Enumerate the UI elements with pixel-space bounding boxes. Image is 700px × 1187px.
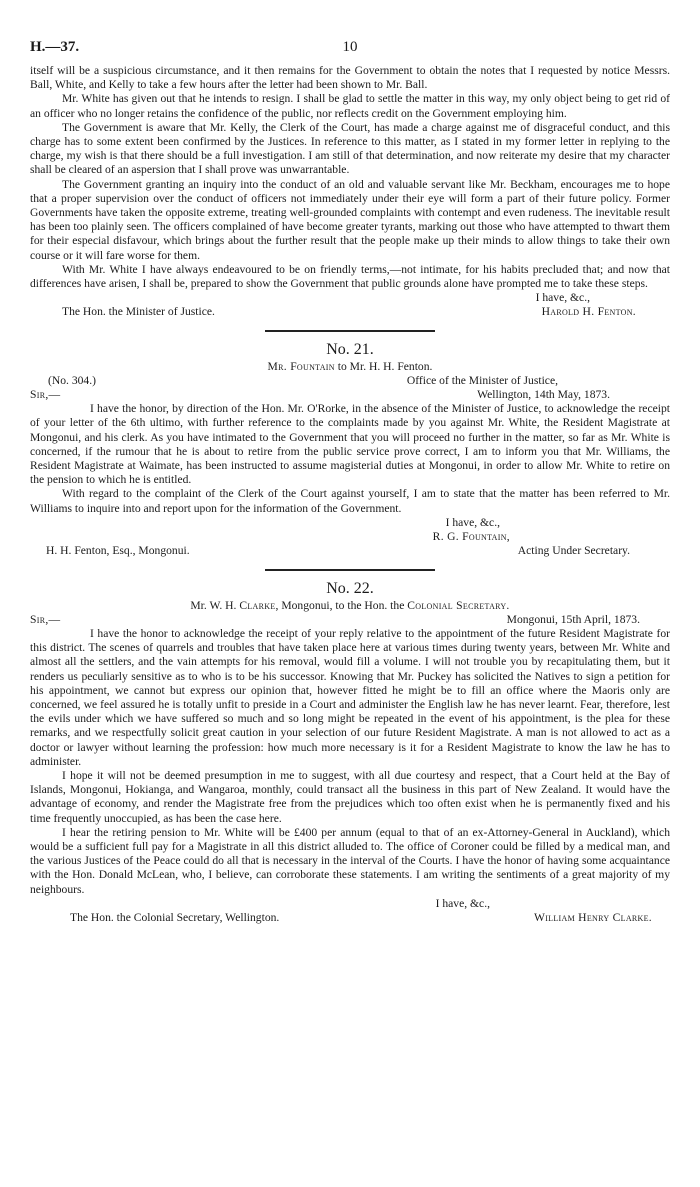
paragraph: With Mr. White I have always endeavoured to be on friendly terms,—not intimate, for his habits precluded that; and now that differences have arisen, I shall be, prepared to show the Government that public grounds alone have prompted me to take these steps. [30,262,670,291]
section-divider [265,330,435,332]
document-reference: H.—37. [30,39,80,55]
paragraph: I have the honor, by direction of the Hon. Mr. O'Rorke, in the absence of the Minister of Justice, to acknowledge the receipt of your letter of the 6th ultimo, with further reference to the complaints made by you against Mr. White, the Resident Magistrate at Mongonui, and his clerk. As you have intimated to the Government that you will proceed no further in the matter, so far as Mr. White is concerned, if the rumour that he is about to retire from the public service prove correct, I am to inform you that Mr. Williams, the Resident Magistrate at Waimate, has been instructed to assume magisterial duties at Mongonui, in order to allow Mr. White to retire on the pension to which he is entitled. [30,402,670,487]
page-number: 10 [342,39,358,55]
sign-off-row [30,911,670,925]
sign-off-row [30,544,670,558]
place-date: Wellington, 14th May, 1873. [477,388,610,402]
section-title: No. 22. [326,579,374,597]
section-subtitle [30,360,670,374]
section-title: No. 21. [326,340,374,358]
paragraph: Mr. White has given out that he intends to resign. I shall be glad to settle the matter in this way, my only object being to get rid of an officer who no longer retains the confidence of the public, nor reflects credit on the Government employing him. [30,92,670,120]
page-header [30,40,670,64]
letter-reference: (No. 304.) [48,373,96,387]
salutation-row [30,613,670,627]
closing: I have, &c., [435,896,490,910]
addressee: H. H. Fenton, Esq., Mongonui. [46,544,190,558]
signature: William Henry Clarke. [533,910,652,924]
sender-name: Mr. Fountain [267,359,335,373]
signature: R. G. Fountain, [432,530,510,544]
section-subtitle: Mr. W. H. Clarke, Mongonui, to the Hon. the Colonial Secretary. [190,598,510,612]
paragraph: The Government is aware that Mr. Kelly, the Clerk of the Court, has made a charge against me of disgraceful conduct, and this charge has to some extent been confirmed by the Justices. In reference to this matter, as I stated in my former letter in replying to the charge, my wish is that there should be a full investigation. I am still of that determination, and now reiterate my desire that my character shall be cleared of an aspersion that I shall prove was unwarrantable. [30,120,670,177]
reference-row [30,374,670,388]
signature: Harold H. Fenton. [541,305,636,319]
paragraph: The Government granting an inquiry into the conduct of an old and valuable servant like Mr. Beckham, encourages me to hope that a proper supervision over the conduct of officers not immediately under their eye will form a part of their future policy. Former Governments have taken the opposite extreme, treating well-grounded complaints with contempt and even rudeness. The inevitable result has been too plainly seen. The officers complained of have become greater tyrants, marking out those who have attempted to thwart them for their especial disfavour, which brings about the further result that the people make up their minds to allow things to take their own course or it will fare worse for them. [30,177,670,262]
sign-off-row [30,305,670,319]
signature-title: Acting Under Secretary. [517,544,630,558]
letter-no-21 [30,340,670,559]
paragraph: I have the honor to acknowledge the receipt of your reply relative to the appointment of the future Resident Magistrate for this district. The scenes of quarrels and troubles that have taken place here at various times during twenty years, between Mr. White and almost all the settlers, and the vain attempts for his removal, would fill a volume. I will not trouble you by recapitulating them, but it renders us peculiarly sensitive as to who is to be his successor. Knowing that Mr. Puckey has solicited the Natives to sign a petition for his appointment, we cannot but express our opinion that, however fitted he might be to fill an office where the Maoris only are concerned, we feel assured he is totally unfit to preside in a Court and administer the English law he has never learnt. Fear, therefore, lest the evils under which we have suffered so much and so long might be repeated in the event of his appointment, is the plea for these remarks, and we respectfully solicit great caution in your selection of our future Resident Magistrate. A man is not allowed to act as a doctor or lawyer without learning the profession: how much more necessary is it for a Resident Magistrate to know the law he has to administer. [30,626,670,768]
closing: I have, &c., [445,515,500,529]
paragraph: With regard to the complaint of the Clerk of the Court against yourself, I am to state that the matter has been referred to Mr. Williams to inquire into and report upon for the information of the Government. [30,487,670,515]
recipient-text: to Mr. H. H. Fenton. [334,359,433,373]
closing: I have, &c., [535,291,590,305]
addressee: The Hon. the Colonial Secretary, Wellington. [70,910,280,924]
addressee: The Hon. the Minister of Justice. [62,305,215,319]
paragraph: I hear the retiring pension to Mr. White will be £400 per annum (equal to that of an ex-Attorney-General in Auckland), which would be a sufficient full pay for a Magistrate in all this district alluded to. The office of Coroner could be filled by a medical man, and the various Justices of the Peace could do all that is necessary in the interval of the Courts. I have the honor of having some acquaintance with the Hon. Donald McLean, who, I believe, can corroborate these statements. I am writing the sentiments of a great majority of my neighbours. [30,825,670,896]
salutation: Sir,— [30,388,61,402]
paragraph: itself will be a suspicious circumstance, and it then remains for the Government to obtain the notes that I requested by notice Messrs. Ball, White, and Kelly to take a few hours after the letter had been shown to Mr. Ball. [30,64,670,92]
section-divider [265,569,435,571]
place-date: Mongonui, 15th April, 1873. [506,612,640,626]
letter-no-22 [30,579,670,926]
salutation: Sir,— [30,612,61,626]
paragraph: I hope it will not be deemed presumption in me to suggest, with all due courtesy and respect, that a Court held at the Bay of Islands, Mongonui, Hokianga, and Wangaroa, monthly, could transact all the business in this part of New Zealand. It would have the advantage of economy, and render the Magistrate free from the prejudices which too often exist when he is permanently fixed and his time frequently unoccupied, as has been the case here. [30,768,670,825]
office: Office of the Minister of Justice, [406,373,558,387]
salutation-row [30,388,670,402]
letter-continuation [30,64,670,320]
